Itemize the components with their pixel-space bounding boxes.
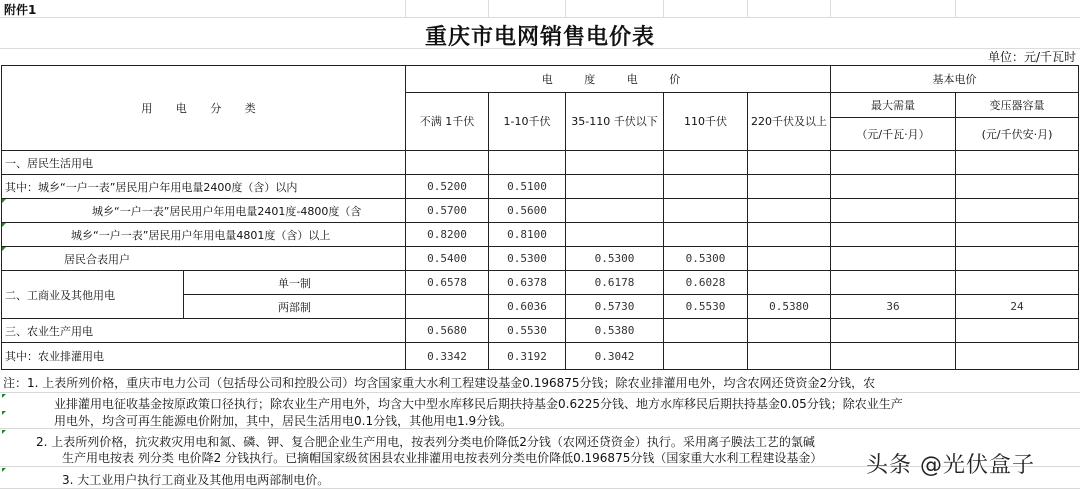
cell-marker-icon (2, 411, 6, 415)
price-cell (748, 199, 831, 223)
note-line: 用电外，均含可再生能源电价附加，其中，居民生活用电0.1分钱，其他用电1.9分钱。 (54, 414, 513, 428)
row-label: 一、居民生活用电 (2, 151, 406, 175)
price-cell (748, 175, 831, 199)
table-row (2, 175, 1079, 199)
note-line: 生产用电按表 列分类 电价降2 分钱执行。已摘帽国家级贫困县农业排灌用电按表列分类电价降低0.196875分钱（国家重大水利工程建设基金） (62, 451, 823, 465)
price-cell: 36 (831, 295, 956, 319)
cell-marker-icon (2, 394, 6, 398)
price-cell (664, 343, 748, 370)
max-demand-unit: （元/千瓦·月） (831, 118, 956, 151)
price-cell: 0.8100 (489, 223, 566, 247)
row-label: 其中：农业排灌用电 (2, 343, 406, 370)
price-cell: 0.5600 (489, 199, 566, 223)
price-cell: 0.6036 (489, 295, 566, 319)
cell-marker-icon (2, 247, 6, 251)
unit-label: 单位：元/千瓦时 (987, 50, 1076, 64)
price-cell: 0.5380 (566, 319, 664, 343)
price-cell (566, 199, 664, 223)
voltage-header: 220千伏及以上 (748, 93, 831, 151)
price-cell: 0.5680 (406, 319, 489, 343)
row-divider (0, 488, 1080, 489)
row-sublabel: 两部制 (184, 295, 406, 319)
price-cell: 0.5730 (566, 295, 664, 319)
voltage-header: 不满 1千伏 (406, 93, 489, 151)
price-cell (664, 151, 748, 175)
price-cell: 0.5530 (489, 319, 566, 343)
voltage-header: 35-110 千伏以下 (566, 93, 664, 151)
table-row (2, 271, 1079, 295)
row-label: 城乡“一户一表”居民用户年用电量2401度-4800度（含 (2, 199, 406, 223)
price-cell: 0.5300 (489, 247, 566, 271)
note-line: 注：1. 上表所列价格，重庆市电力公司（包括母公司和控股公司）均含国家重大水利工程建设基金0.196875分钱；除农业排灌用电外，均含农网还贷资金2分钱，农 (3, 376, 876, 390)
price-cell (956, 199, 1079, 223)
price-cell (664, 319, 748, 343)
price-cell (748, 343, 831, 370)
price-table (1, 65, 1079, 370)
cell-marker-icon (2, 468, 6, 472)
price-cell (831, 343, 956, 370)
price-cell (956, 151, 1079, 175)
sheet-gridline (488, 0, 489, 17)
max-demand-header: 最大需量 (831, 93, 956, 118)
price-cell (748, 223, 831, 247)
sheet-gridline (747, 0, 748, 17)
note-line: 2. 上表所列价格，抗灾救灾用电和氮、磷、钾、复合肥企业生产用电，按表列分类电价降低2分钱（农网还贷资金）执行。采用离子膜法工艺的氯碱 (36, 435, 815, 449)
sheet-gridline (955, 0, 956, 17)
price-cell: 0.5400 (406, 247, 489, 271)
sheet-gridline (565, 0, 566, 17)
price-cell (831, 319, 956, 343)
voltage-header: 110千伏 (664, 93, 748, 151)
price-cell: 24 (956, 295, 1079, 319)
energy-price-header: 电 度 电 价 (406, 66, 831, 93)
note-line: 业排灌用电征收基金按原政策口径执行；除农业生产用电外，均含大中型水库移民后期扶持基金0.6225分钱、地方水库移民后期扶持基金0.05分钱；除农业生产 (54, 397, 903, 411)
price-cell: 0.5530 (664, 295, 748, 319)
price-cell (956, 175, 1079, 199)
price-cell (831, 247, 956, 271)
note-line: 3. 大工业用户执行工商业及其他用电两部制电价。 (62, 473, 330, 487)
sheet-gridline (663, 0, 664, 17)
price-cell (664, 223, 748, 247)
row-label: 居民合表用户 (2, 247, 406, 271)
price-cell: 0.6578 (406, 271, 489, 295)
sheet-gridline (830, 0, 831, 17)
table-row (2, 319, 1079, 343)
price-cell (831, 223, 956, 247)
row-label: 三、农业生产用电 (2, 319, 406, 343)
price-cell: 0.5300 (664, 247, 748, 271)
category-header: 用 电 分 类 (2, 66, 406, 151)
sheet-gridline (0, 17, 1080, 18)
price-cell (664, 175, 748, 199)
row-label: 其中：城乡“一户一表”居民用户年用电量2400度（含）以内 (2, 175, 406, 199)
cell-marker-icon (2, 199, 6, 203)
price-cell (406, 151, 489, 175)
price-cell: 0.6378 (489, 271, 566, 295)
price-cell (831, 151, 956, 175)
sheet-gridline (405, 0, 406, 17)
price-cell (748, 271, 831, 295)
price-cell (489, 151, 566, 175)
table-row (2, 247, 1079, 271)
attachment-label: 附件1 (4, 3, 37, 17)
price-cell (956, 343, 1079, 370)
voltage-header: 1-10千伏 (489, 93, 566, 151)
price-cell (748, 247, 831, 271)
transformer-capacity-unit: (元/千伏安·月) (956, 118, 1079, 151)
price-cell: 0.3342 (406, 343, 489, 370)
price-cell: 0.3192 (489, 343, 566, 370)
page-title: 重庆市电网销售电价表 (424, 24, 655, 50)
price-cell (956, 271, 1079, 295)
transformer-capacity-header: 变压器容量 (956, 93, 1079, 118)
price-cell: 0.3042 (566, 343, 664, 370)
price-cell: 0.5300 (566, 247, 664, 271)
price-cell (831, 175, 956, 199)
price-cell (748, 319, 831, 343)
table-row (2, 343, 1079, 370)
price-cell: 0.6178 (566, 271, 664, 295)
price-cell (566, 151, 664, 175)
row-sublabel: 单一制 (184, 271, 406, 295)
row-divider (0, 392, 1080, 393)
cell-marker-icon (2, 223, 6, 227)
row-label: 二、工商业及其他用电 (2, 271, 184, 319)
price-cell: 0.5200 (406, 175, 489, 199)
price-cell (956, 319, 1079, 343)
price-cell: 0.5100 (489, 175, 566, 199)
price-cell (566, 223, 664, 247)
price-cell (664, 199, 748, 223)
price-cell: 0.5380 (748, 295, 831, 319)
price-cell (406, 295, 489, 319)
price-cell: 0.5700 (406, 199, 489, 223)
table-row (2, 151, 1079, 175)
table-row (2, 223, 1079, 247)
price-cell (956, 223, 1079, 247)
price-cell (566, 175, 664, 199)
price-cell: 0.8200 (406, 223, 489, 247)
price-cell (831, 199, 956, 223)
price-cell (748, 151, 831, 175)
table-row (2, 199, 1079, 223)
price-cell (956, 247, 1079, 271)
price-cell: 0.6028 (664, 271, 748, 295)
cell-marker-icon (2, 430, 6, 434)
price-cell (831, 271, 956, 295)
watermark: 头条 @光伏盒子 (866, 453, 1035, 478)
row-label: 城乡“一户一表”居民用户年用电量4801度（含）以上 (2, 223, 406, 247)
basic-price-header: 基本电价 (831, 66, 1079, 93)
